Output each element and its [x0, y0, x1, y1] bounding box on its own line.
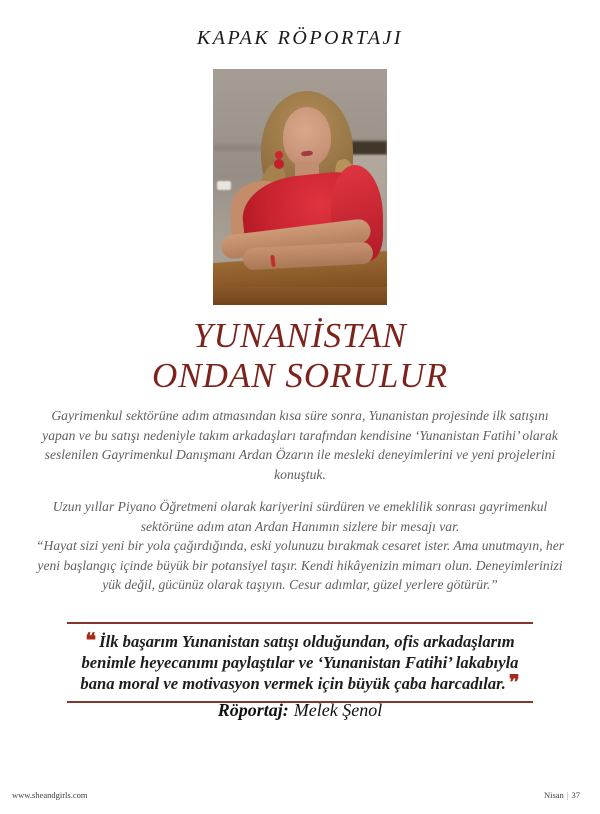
- footer-month: Nisan: [543, 790, 564, 800]
- quote-paragraph: “Hayat sizi yeni bir yola çağırdığında, eski yolunuzu bırakmak cesaret ister. Ama unutmayın, her yeni başlangıç içinde büyük bir potansiyel taşır. Kendi hikâyenizin mimarı olun. Deneyimlerinizi yük değil, gücünüz olarak taşıyın. Cesur adımlar, güzel yerlere götürür.”: [35, 538, 565, 592]
- pull-quote-rule-top: [67, 622, 533, 624]
- photo-wall-switch: [217, 181, 231, 190]
- footer-separator: |: [566, 790, 569, 800]
- close-quote-icon: ❞: [508, 672, 520, 694]
- photo-earring: [274, 159, 284, 169]
- photo-table-front: [213, 287, 387, 305]
- pull-quote-text-wrap: [67, 631, 533, 694]
- section-kicker: KAPAK RÖPORTAJI: [196, 27, 404, 49]
- byline: [0, 700, 600, 721]
- byline-label: Röportaj:: [217, 700, 289, 720]
- pull-quote-block: [67, 622, 533, 703]
- article-title-line2: ONDAN SORULUR: [152, 356, 448, 395]
- article-title-line1: YUNANİSTAN: [193, 316, 407, 355]
- byline-name: Melek Şenol: [293, 700, 383, 720]
- message-paragraph: Uzun yıllar Piyano Öğretmeni olarak kariyerini sürdüren ve emeklilik sonrası gayrimenkul sektörüne adım atan Ardan Hanımın sizlere bir mesajı var.: [52, 499, 548, 534]
- portrait-photo: [213, 69, 387, 305]
- article-title: [0, 316, 600, 396]
- photo-background-line: [213, 145, 265, 151]
- footer-page-info: [544, 790, 580, 800]
- open-quote-icon: ❝: [85, 630, 97, 652]
- pull-quote-text: İlk başarım Yunanistan satışı olduğundan, ofis arkadaşlarım benimle heyecanımı paylaştılar ve ‘Yunanistan Fatihi’ lakabıyla bana moral ve motivasyon vermek için büyük çaba harcadılar.: [80, 632, 519, 693]
- photo-earring: [275, 151, 283, 159]
- footer-site-url: www.sheandgirls.com: [12, 790, 88, 800]
- footer-page-number: 37: [571, 790, 580, 800]
- article-body: [35, 406, 565, 595]
- intro-paragraph: Gayrimenkul sektörüne adım atmasından kısa süre sonra, Yunanistan projesinde ilk satışını yapan ve bu satışı nedeniyle takım arkadaşları tarafından kendisine ‘Yunanistan Fatihi’ olarak seslenilen Gayrimenkul Danışmanı Ardan Özarın ile mesleki deneyimlerini ve yeni projelerini konuştuk.: [42, 408, 558, 482]
- photo-face: [283, 107, 331, 167]
